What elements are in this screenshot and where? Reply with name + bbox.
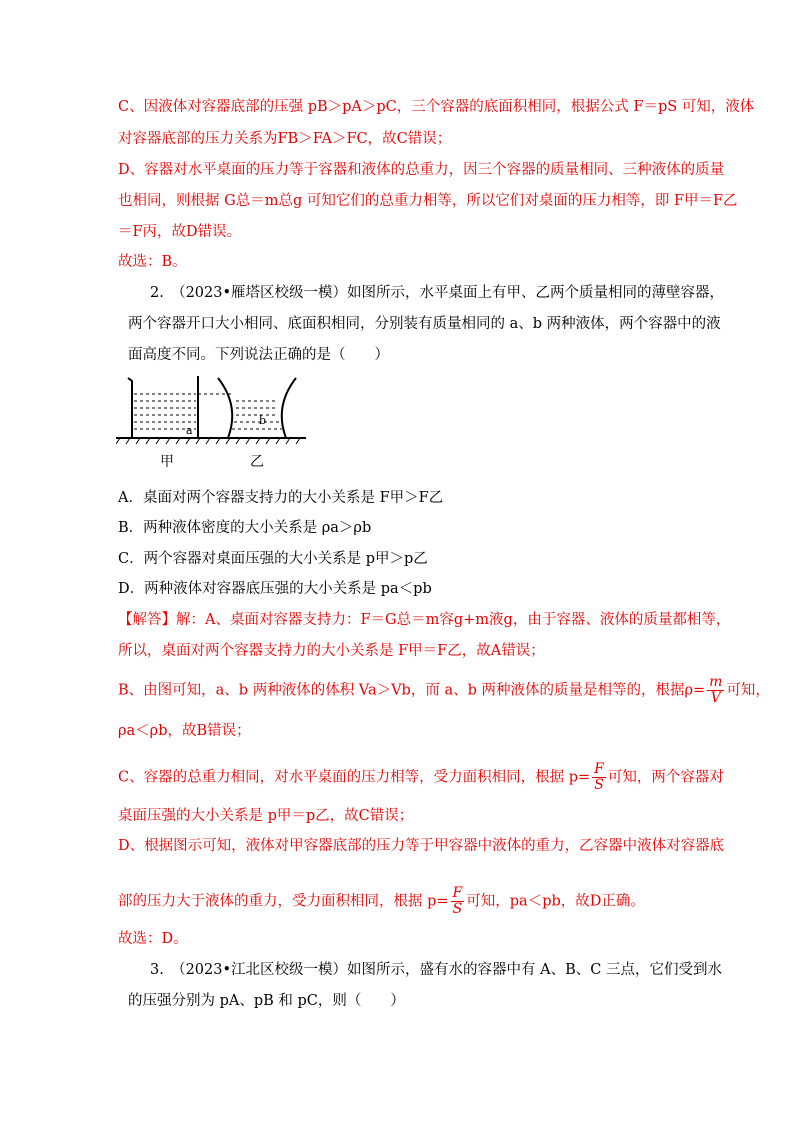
solution-line8: 部的压力大于液体的重力，受力面积相同，根据 p= $\frac{F}{S}$ 可知，pa＜pb，故D正确。 — [118, 885, 645, 917]
solution-line4: ρa＜ρb，故B错误； — [118, 723, 251, 739]
solution-line3: B、由图可知，a、b 两种液体的体积 Va＞Vb，而 a、b 两种液体的质量是相等的，根据ρ= $\frac{m}{V}$ 可知， — [118, 674, 770, 706]
option-c: C．两个容器对桌面压强的大小关系是 p甲＞p乙 — [118, 551, 428, 567]
solution-line2: 所以，桌面对两个容器支持力的大小关系是 F甲＝F乙，故A错误； — [118, 643, 545, 659]
container-jia-label: 甲 — [160, 454, 174, 470]
solution-line1: 【解答】解：A、桌面对容器支持力：F＝G总＝m容g+m液g，由于容器、液体的质量都相等， — [118, 612, 731, 628]
prev-d-line2: 也相同，则根据 G总＝m总g 可知它们的总重力相等，所以它们对桌面的压力相等，即 F甲＝F乙 — [118, 193, 738, 209]
prev-d-line3: ＝F丙，故D错误。 — [118, 224, 242, 240]
q2-line3: 面高度不同。下列说法正确的是（ ） — [128, 347, 389, 363]
q2-line1: 2. （2023•雁塔区校级一模）如图所示，水平桌面上有甲、乙两个质量相同的薄壁容器， — [150, 285, 725, 301]
liquid-b-label: b — [259, 414, 267, 427]
liquid-a-label: a — [186, 424, 193, 437]
containers-figure — [116, 366, 316, 480]
pressure-fraction-1: $\frac{F}{S}$ — [594, 761, 604, 793]
density-fraction: $\frac{m}{V}$ — [709, 674, 723, 706]
prev-c-line1: C、因液体对容器底部的压强 pB＞pA＞pC，三个容器的底面积相同，根据公式 F＝pS 可知，液体 — [118, 99, 755, 115]
q3-line2: 的压强分别为 pA、pB 和 pC，则（ ） — [128, 993, 405, 1009]
solution-line6: 桌面压强的大小关系是 p甲＝p乙，故C错误； — [118, 808, 414, 824]
prev-answer: 故选：B。 — [118, 254, 187, 270]
prev-c-line2: 对容器底部的压力关系为FB＞FA＞FC，故C错误； — [118, 131, 452, 147]
containers-diagram — [116, 366, 316, 476]
container-yi-label: 乙 — [250, 454, 264, 470]
solution-answer: 故选：D。 — [118, 931, 188, 947]
pressure-fraction-2: $\frac{F}{S}$ — [452, 885, 463, 917]
q2-line2: 两个容器开口大小相同、底面积相同，分别装有质量相同的 a、b 两种液体，两个容器中的液 — [128, 316, 721, 332]
solution-tag: 【解答】 — [118, 612, 176, 628]
q3-line1: 3. （2023•江北区校级一模）如图所示，盛有水的容器中有 A、B、C 三点，它们受到水 — [150, 962, 722, 978]
option-d: D．两种液体对容器底压强的大小关系是 pa＜pb — [118, 581, 432, 597]
option-a: A．桌面对两个容器支持力的大小关系是 F甲＞F乙 — [118, 490, 444, 506]
prev-d-line1: D、容器对水平桌面的压力等于容器和液体的总重力，因三个容器的质量相同、三种液体的质量 — [118, 162, 725, 178]
solution-line7: D、根据图示可知，液体对甲容器底部的压力等于甲容器中液体的重力，乙容器中液体对容器底 — [118, 838, 725, 854]
solution-line5: C、容器的总重力相同，对水平桌面的压力相等，受力面积相同，根据 p= $\frac{F}{S}$ 可知，两个容器对 — [118, 761, 724, 793]
option-b: B．两种液体密度的大小关系是 ρa＞ρb — [118, 520, 372, 536]
